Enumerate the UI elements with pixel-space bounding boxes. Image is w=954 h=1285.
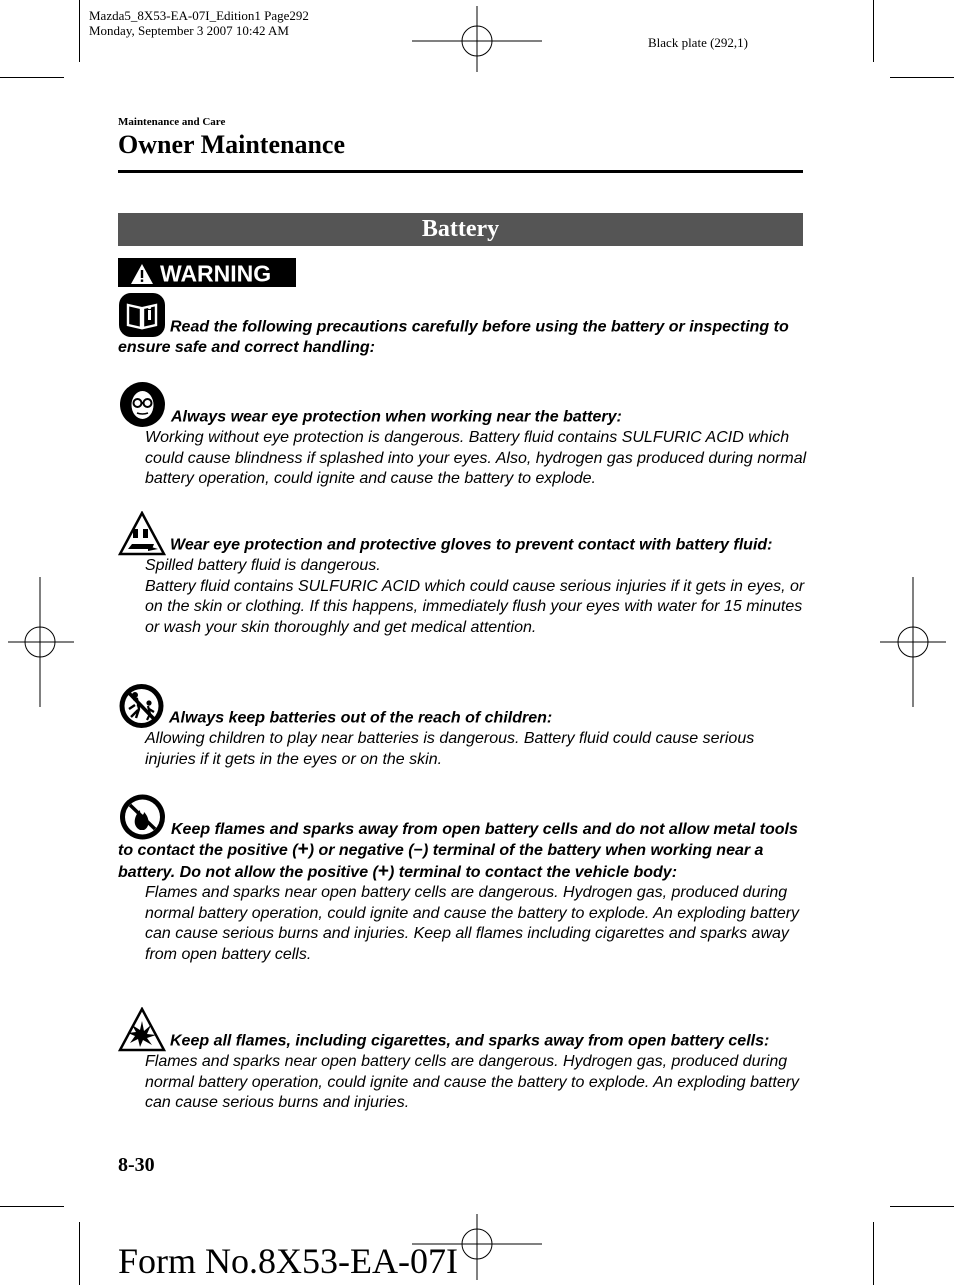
crop-mark (873, 1222, 874, 1285)
no-children-icon (118, 683, 165, 729)
no-flames-icon (118, 794, 167, 840)
title-rule (118, 170, 803, 173)
warning-item (118, 683, 808, 770)
warning-item (118, 794, 808, 965)
lead-text: Keep flames and sparks away from open battery cells and do not allow metal tools to contact the positive ( (118, 820, 798, 859)
page-number: 8-30 (118, 1154, 155, 1176)
crop-mark (0, 77, 64, 78)
eye-protection-icon (118, 381, 167, 428)
item-lead: Wear eye protection and protective gloves to prevent contact with battery fluid: (170, 536, 773, 554)
warning-badge (118, 258, 296, 287)
plate-label: Black plate (292,1) (648, 35, 748, 50)
item-lead: Keep all flames, including cigarettes, and sparks away from open battery cells: (170, 1032, 770, 1050)
intro-text: Read the following precautions carefully before using the battery or inspecting to ensure safe and correct handling: (118, 318, 789, 356)
crop-mark (0, 1206, 64, 1207)
lead-text: ) or negative ( (308, 842, 414, 859)
print-header (89, 8, 309, 38)
form-number: Form No.8X53-EA-07I (118, 1241, 458, 1281)
crop-mark (79, 0, 80, 62)
crop-mark (79, 1222, 80, 1285)
lead-text: ) terminal of the battery when working near a battery. Do not allow the positive ( (118, 842, 764, 881)
item-body: Battery fluid contains SULFURIC ACID which could cause serious injuries if it gets in eyes, or on the skin or clothing. If this happens, immediately flush your eyes with water for 15 minutes or wash your skin thoroughly and get medical attention. (145, 577, 805, 636)
item-body: Working without eye protection is dangerous. Battery fluid contains SULFURIC ACID which could cause blindness if splashed into your eyes. Also, hydrogen gas produced during normal battery operation, could ignite and cause the battery to explode. (145, 429, 807, 487)
crop-mark (890, 77, 954, 78)
item-lead (118, 821, 798, 881)
intro-paragraph (118, 292, 808, 359)
warning-item (118, 511, 808, 638)
item-body: Flames and sparks near open battery cells are dangerous. Hydrogen gas, produced during normal battery operation, could ignite and cause the battery to explode. An exploding battery can cause serious burns and injuries. (145, 1053, 800, 1111)
warning-item (118, 381, 808, 490)
registration-mark-icon (880, 577, 946, 707)
warning-label: WARNING (160, 260, 272, 287)
positive-symbol: + (297, 839, 309, 860)
item-lead: Always keep batteries out of the reach of children: (169, 709, 553, 727)
item-body: Allowing children to play near batteries is dangerous. Battery fluid could cause serious injuries if it gets in the eyes or on the skin. (145, 730, 755, 768)
registration-mark-icon (412, 6, 542, 72)
warning-triangle-icon (130, 263, 154, 285)
explosion-icon (118, 1007, 166, 1052)
item-lead: Always wear eye protection when working near the battery: (171, 408, 622, 426)
negative-symbol: − (413, 842, 423, 859)
positive-symbol: + (377, 860, 389, 882)
lead-text: ) terminal to contact the vehicle body: (388, 863, 678, 881)
crop-mark (890, 1206, 954, 1207)
corrosive-icon (118, 511, 166, 556)
doc-id: Mazda5_8X53-EA-07I_Edition1 Page292 (89, 8, 309, 23)
warning-item (118, 1007, 808, 1114)
item-body: Flames and sparks near open battery cells are dangerous. Hydrogen gas, produced during normal battery operation, could ignite and cause the battery to explode. An exploding battery can cause serious burns and injuries. Keep all flames including cigarettes and sparks away from open battery cells. (145, 884, 800, 963)
item-body: Spilled battery fluid is dangerous. (145, 557, 381, 574)
print-timestamp: Monday, September 3 2007 10:42 AM (89, 23, 289, 38)
section-bar: Battery (118, 213, 803, 246)
crop-mark (873, 0, 874, 62)
page-title: Owner Maintenance (118, 130, 345, 159)
section-label: Maintenance and Care (118, 116, 226, 128)
registration-mark-icon (8, 577, 74, 707)
read-manual-icon (118, 292, 166, 338)
